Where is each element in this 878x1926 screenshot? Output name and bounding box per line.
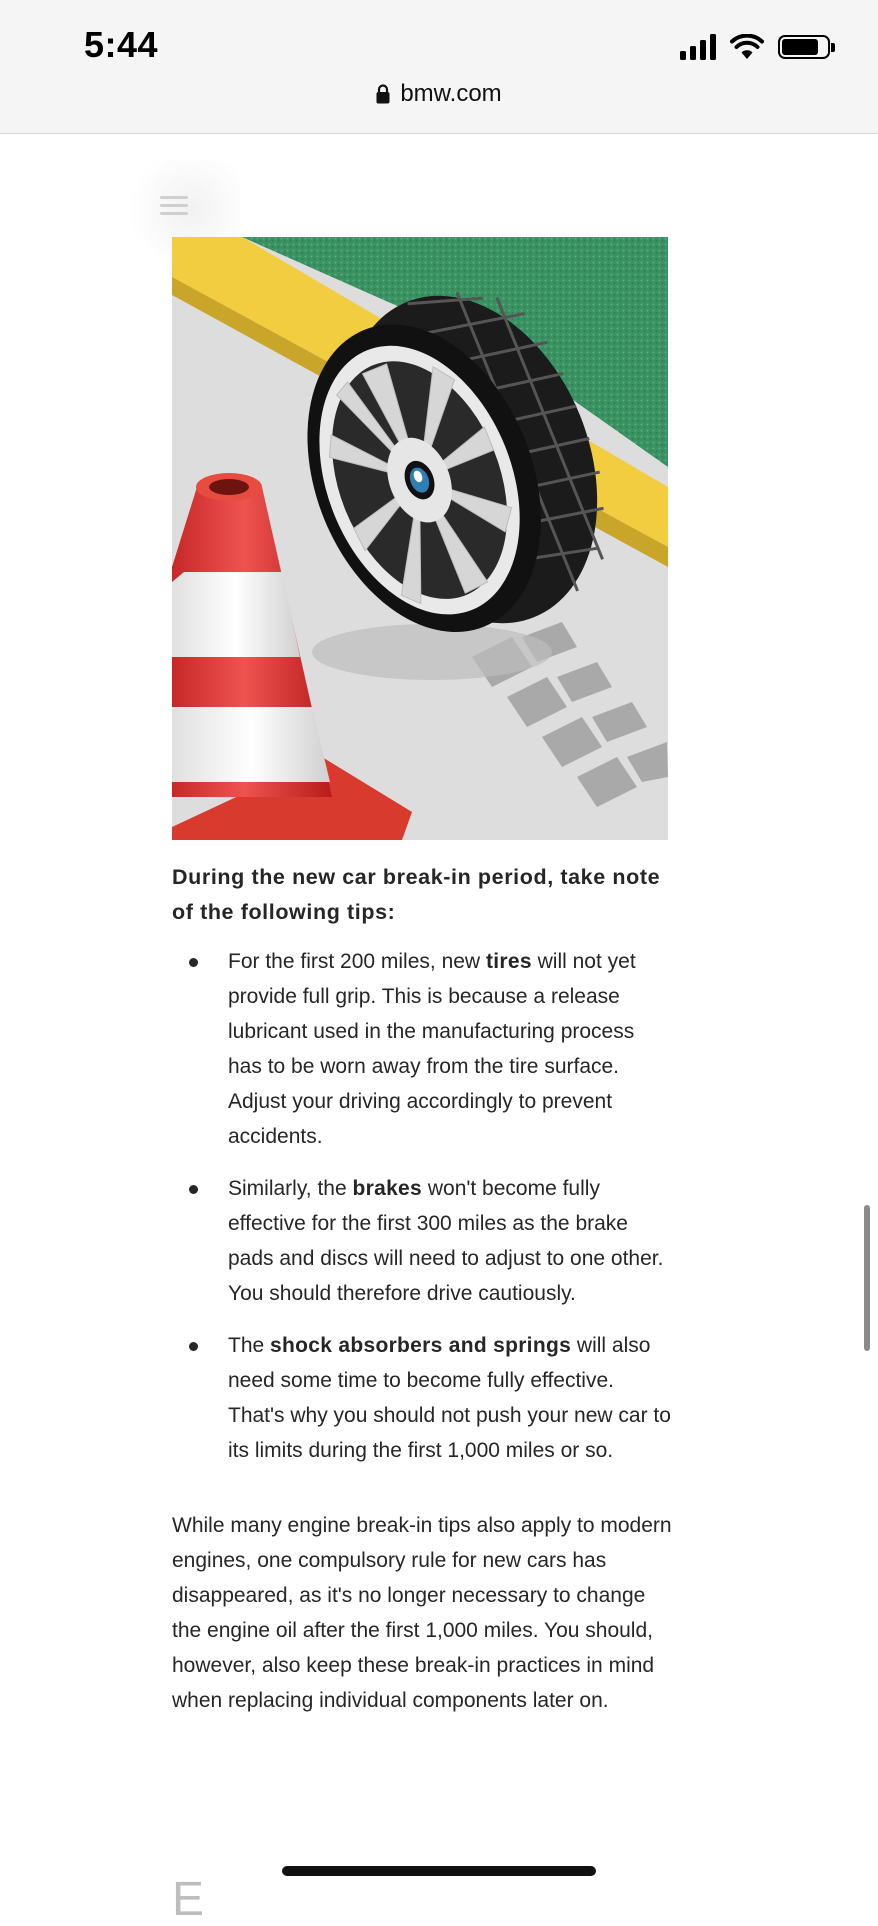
tip-item-brakes [172, 1171, 672, 1311]
article-body [172, 860, 672, 1718]
tip-text: will not yet provide full grip. This is because a release lubricant used in the manufacturing process has to be worn away from the tire surface. Adjust your driving accordingly to prevent accidents. [228, 950, 636, 1148]
tip-keyword: brakes [352, 1177, 423, 1200]
tip-text: For the first 200 miles, new [228, 950, 486, 973]
tip-text: Similarly, the [228, 1177, 353, 1200]
address-bar[interactable] [0, 80, 878, 108]
tip-keyword: tires [485, 950, 532, 973]
tip-text: won't become fully effective for the first 300 miles as the brake pads and discs will need to adjust to one other. You should therefore drive cautiously. [228, 1177, 664, 1305]
battery-icon [778, 35, 830, 59]
closing-paragraph: While many engine break-in tips also apply to modern engines, one compulsory rule for new cars has disappeared, as it's no longer necessary to change the engine oil after the first 1,000 miles. You should, however, also keep these break-in practices in mind when replacing individual components later on. [172, 1514, 672, 1712]
status-time: 5:44 [84, 24, 159, 65]
wifi-icon [730, 34, 764, 60]
tip-item-shocks [172, 1328, 672, 1468]
tip-item-tires [172, 944, 672, 1154]
next-section-heading: E [172, 1873, 205, 1926]
tip-text: will also need some time to become fully effective. That's why you should not push your new car to its limits during the first 1,000 miles or so. [228, 1334, 671, 1462]
lock-icon [376, 84, 390, 104]
tips-intro: During the new car break-in period, take note of the following tips: [172, 865, 661, 924]
home-indicator[interactable] [282, 1866, 596, 1876]
hero-illustration-tire [172, 237, 668, 840]
tip-keyword: shock absorbers and springs [270, 1334, 572, 1357]
hamburger-icon [160, 196, 188, 215]
scrollbar[interactable] [864, 1205, 870, 1351]
status-icons [680, 34, 830, 60]
cellular-signal-icon [680, 34, 716, 60]
tips-list [172, 944, 672, 1468]
url-domain: bmw.com [400, 80, 502, 107]
tire-and-cone-illustration [172, 237, 668, 840]
tip-text: The [228, 1334, 271, 1357]
browser-top-chrome [0, 0, 878, 134]
